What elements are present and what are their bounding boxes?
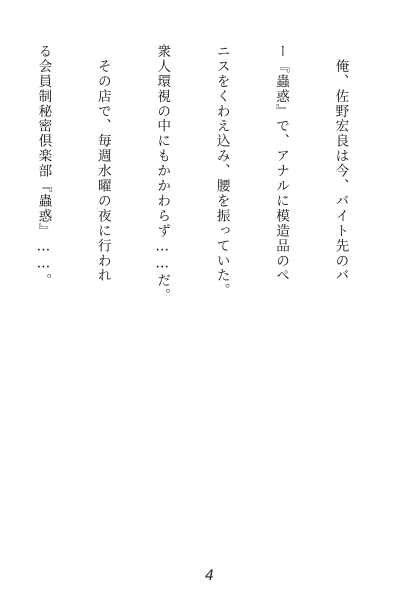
vertical-text-block xyxy=(29,44,389,544)
text-line: る会員制秘密倶楽部『蟲惑』……。 xyxy=(35,44,52,288)
text-line: 俺、佐野宏良は今、バイト先のバ xyxy=(332,44,349,284)
text-line: その店で、毎週水曜の夜に行われ xyxy=(94,44,111,284)
text-line: ー『蟲惑』で、アナルに模造品のペ xyxy=(273,44,290,284)
text-line: 衆人環視の中にもかかわらず……だ。 xyxy=(154,44,171,303)
text-line: ニスをくわえ込み、腰を振っていた。 xyxy=(213,44,230,299)
page-number: 4 xyxy=(205,568,214,584)
